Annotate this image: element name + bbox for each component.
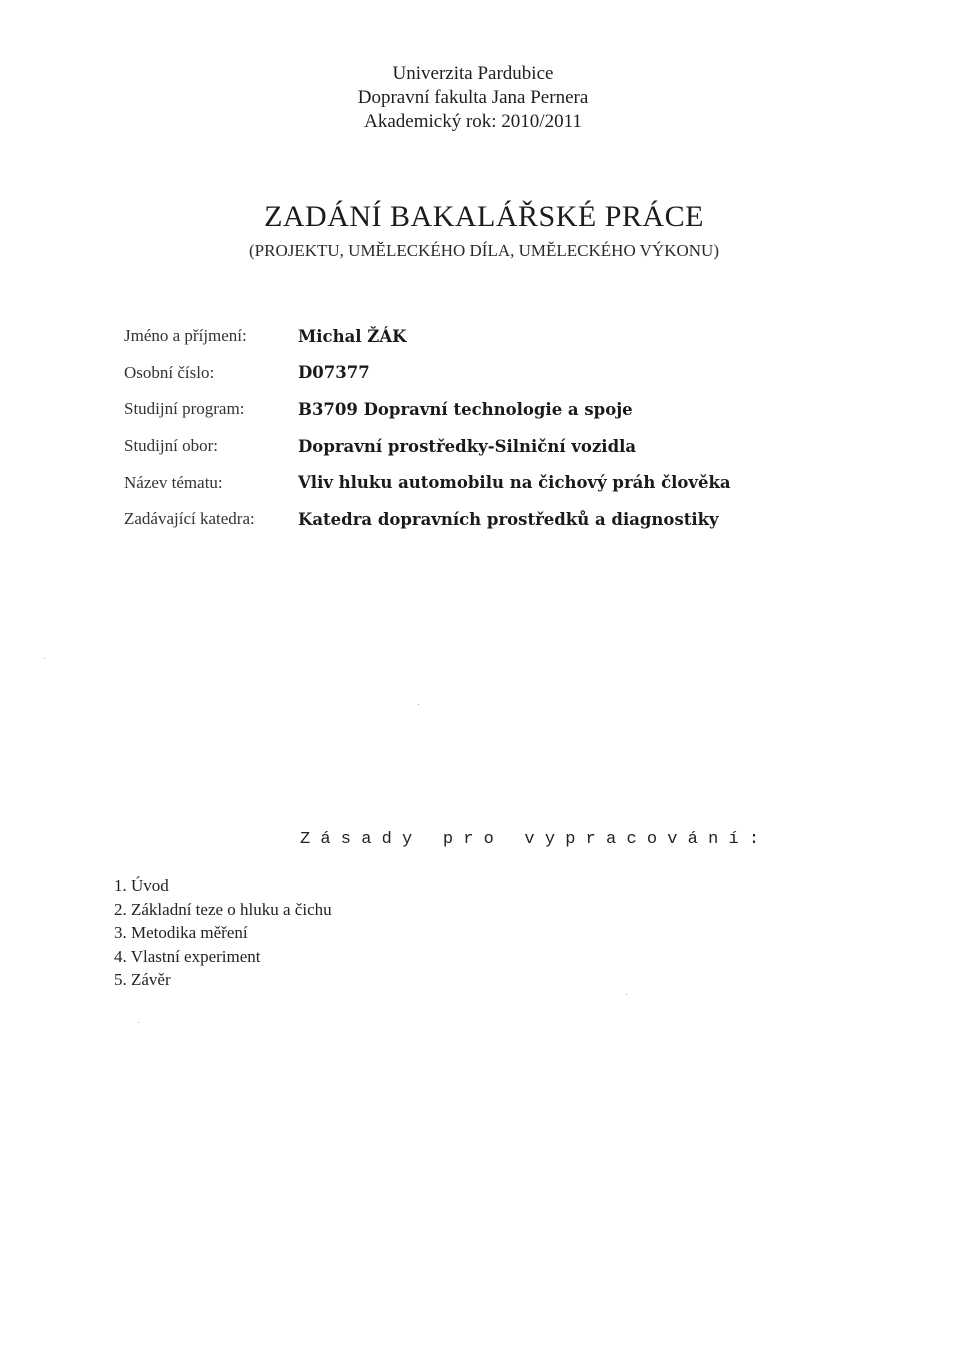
info-value: Vliv hluku automobilu na čichový práh člověka bbox=[298, 473, 731, 493]
info-value: B3709 Dopravní technologie a spoje bbox=[298, 399, 633, 419]
info-label: Studijní obor: bbox=[124, 436, 218, 456]
info-row-study-program bbox=[124, 391, 731, 428]
scan-speck bbox=[44, 658, 45, 659]
outline-list bbox=[114, 874, 332, 992]
outline-item: 2. Základní teze o hluku a čichu bbox=[114, 899, 332, 919]
academic-year: Akademický rok: 2010/2011 bbox=[364, 111, 582, 132]
outline-item: 3. Metodika měření bbox=[114, 923, 248, 943]
info-label: Zadávající katedra: bbox=[124, 509, 255, 529]
university-name: Univerzita Pardubice bbox=[392, 63, 554, 84]
info-row-personal-number bbox=[124, 355, 731, 392]
scan-speck bbox=[626, 994, 627, 995]
info-value: Katedra dopravních prostředků a diagnostiky bbox=[298, 509, 719, 529]
outline-item: 5. Závěr bbox=[114, 970, 171, 990]
scan-speck bbox=[138, 1022, 139, 1023]
info-row-name bbox=[124, 318, 731, 355]
header bbox=[0, 62, 946, 134]
info-row-study-field bbox=[124, 428, 731, 465]
info-value: Michal ŽÁK bbox=[298, 326, 407, 346]
document-title: ZADÁNÍ BAKALÁŘSKÉ PRÁCE bbox=[264, 200, 704, 233]
student-info bbox=[124, 318, 731, 538]
info-value: D07377 bbox=[298, 363, 370, 383]
info-row-topic bbox=[124, 464, 731, 501]
document-subtitle: (PROJEKTU, UMĚLECKÉHO DÍLA, UMĚLECKÉHO VÝKONU) bbox=[249, 241, 719, 260]
info-label: Jméno a příjmení: bbox=[124, 326, 247, 346]
info-label: Název tématu: bbox=[124, 472, 223, 492]
scan-speck bbox=[418, 704, 419, 705]
outline-item: 4. Vlastní experiment bbox=[114, 946, 261, 966]
info-row-department bbox=[124, 501, 731, 538]
outline-item: 1. Úvod bbox=[114, 876, 169, 895]
info-label: Studijní program: bbox=[124, 399, 245, 419]
info-value: Dopravní prostředky-Silniční vozidla bbox=[298, 436, 637, 456]
guidelines-heading: Z á s a d y p r o v y p r a c o v á n í : bbox=[300, 830, 760, 849]
faculty-name: Dopravní fakulta Jana Pernera bbox=[357, 87, 589, 108]
info-label: Osobní číslo: bbox=[124, 362, 215, 382]
